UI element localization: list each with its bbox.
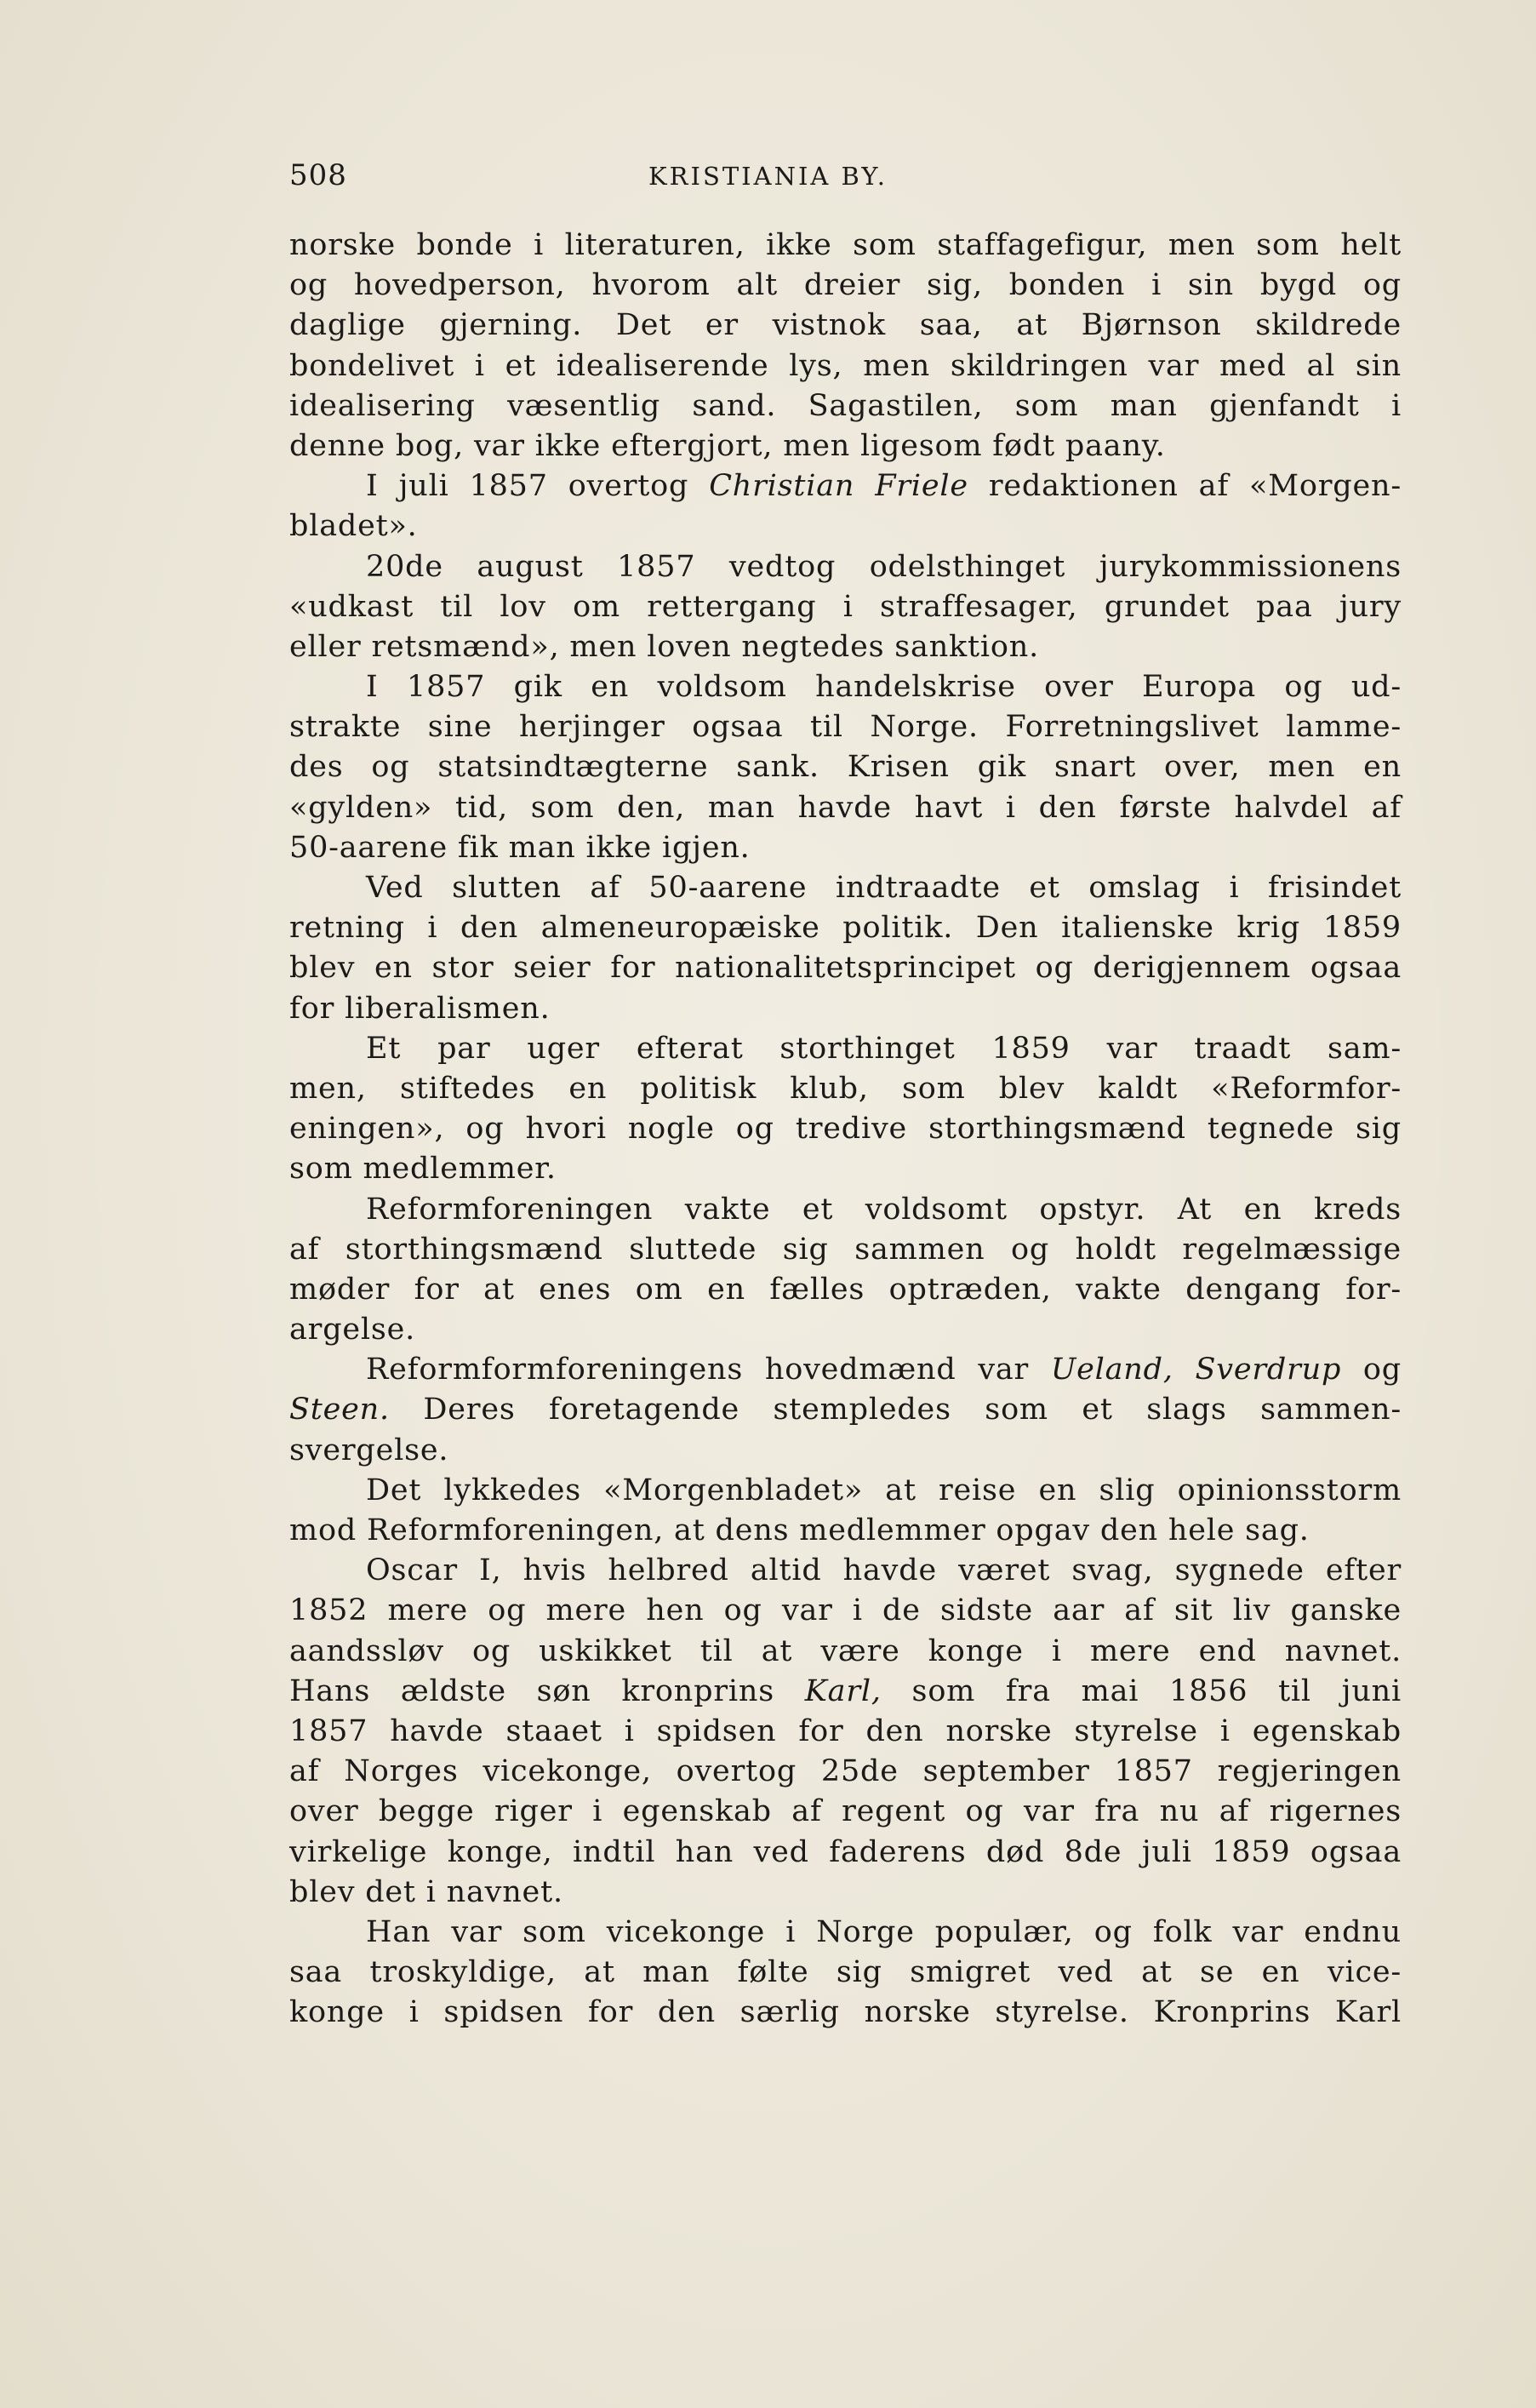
text-line: «gylden» tid, som den, man havde havt i den første halvdel af bbox=[289, 790, 1402, 825]
text-line: norske bonde i literaturen, ikke som staffagefigur, men som helt bbox=[289, 228, 1402, 262]
text-line: aandssløv og uskikket til at være konge i mere end navnet. bbox=[289, 1633, 1402, 1668]
text-line: daglige gjerning. Det er vistnok saa, at Bjørnson skildrede bbox=[289, 308, 1402, 343]
text-line: svergelse. bbox=[289, 1433, 449, 1467]
page-number: 508 bbox=[289, 158, 347, 192]
text-line: 1852 mere og mere hen og var i de sidste aar af sit liv ganske bbox=[289, 1593, 1402, 1628]
text-line: Et par uger efterat storthinget 1859 var traadt sam- bbox=[366, 1031, 1402, 1066]
text-run: Deres foretagende stempledes som et slags sammen- bbox=[389, 1393, 1402, 1427]
text-line: virkelige konge, indtil han ved faderens død 8de juli 1859 ogsaa bbox=[289, 1834, 1402, 1869]
person-name: Christian Friele bbox=[709, 469, 968, 504]
text-line: møder for at enes om en fælles optræden, vakte dengang for- bbox=[289, 1272, 1402, 1307]
text-run: I juli 1857 overtog bbox=[366, 469, 710, 504]
text-line: «udkast til lov om rettergang i straffesager, grundet paa jury bbox=[289, 589, 1402, 624]
text-run: Hans ældste søn kronprins bbox=[289, 1673, 805, 1708]
text-line bbox=[289, 1672, 1402, 1712]
text-line: over begge riger i egenskab af regent og var fra nu af rigernes bbox=[289, 1794, 1402, 1829]
text-line: for liberalismen. bbox=[289, 991, 551, 1026]
text-line: men, stiftedes en politisk klub, som blev kaldt «Reformfor- bbox=[289, 1071, 1402, 1106]
text-line: Oscar I, hvis helbred altid havde været svag, sygnede efter bbox=[366, 1553, 1402, 1588]
text-line: argelse. bbox=[289, 1313, 416, 1347]
text-line bbox=[289, 466, 1402, 506]
text-line: og hovedperson, hvorom alt dreier sig, bonden i sin bygd og bbox=[289, 268, 1402, 303]
text-line: strakte sine herjinger ogsaa til Norge. Forretningslivet lamme- bbox=[289, 710, 1402, 745]
text-run: og bbox=[1341, 1353, 1402, 1387]
text-line: af storthingsmænd sluttede sig sammen og holdt regelmæssige bbox=[289, 1232, 1402, 1267]
text-line: blev en stor seier for nationalitetsprincipet og derigjennem ogsaa bbox=[289, 951, 1402, 986]
running-title: KRISTIANIA BY. bbox=[648, 162, 888, 191]
text-line: bladet». bbox=[289, 509, 418, 544]
body-text bbox=[289, 226, 1402, 2033]
text-line: Reformforeningen vakte et voldsomt opstyr. At en kreds bbox=[366, 1192, 1402, 1227]
text-line: Det lykkedes «Morgenbladet» at reise en slig opinionsstorm bbox=[366, 1473, 1402, 1507]
text-line: I 1857 gik en voldsom handelskrise over Europa og ud- bbox=[366, 670, 1402, 705]
text-run: Reformformforeningens hovedmænd var bbox=[366, 1353, 1051, 1387]
text-run: som fra mai 1856 til juni bbox=[881, 1673, 1402, 1708]
text-line: konge i spidsen for den særlig norske styrelse. Kronprins Karl bbox=[289, 1995, 1402, 2030]
text-line: saa troskyldige, at man følte sig smigret ved at se en vice- bbox=[289, 1955, 1402, 1990]
text-line: denne bog, var ikke eftergjort, men ligesom født paany. bbox=[289, 428, 1166, 463]
text-line bbox=[289, 1390, 1402, 1430]
text-run: redaktionen af «Morgen- bbox=[968, 469, 1402, 504]
person-name: Steen. bbox=[289, 1393, 390, 1427]
text-line: 1857 havde staaet i spidsen for den norske styrelse i egenskab bbox=[289, 1713, 1402, 1748]
person-name: Ueland, Sverdrup bbox=[1050, 1353, 1342, 1387]
text-line: retning i den almeneuropæiske politik. Den italienske krig 1859 bbox=[289, 911, 1402, 946]
text-line: 50-aarene fik man ikke igjen. bbox=[289, 830, 751, 865]
text-line: idealisering væsentlig sand. Sagastilen, som man gjenfandt i bbox=[289, 388, 1402, 423]
text-line: 20de august 1857 vedtog odelsthinget jurykommissionens bbox=[366, 549, 1402, 584]
text-line: blev det i navnet. bbox=[289, 1874, 563, 1909]
person-name: Karl, bbox=[804, 1673, 882, 1708]
text-line: mod Reformforeningen, at dens medlemmer opgav den hele sag. bbox=[289, 1513, 1310, 1547]
text-line: af Norges vicekonge, overtog 25de september 1857 regjeringen bbox=[289, 1754, 1402, 1789]
text-line: bondelivet i et idealiserende lys, men skildringen var med al sin bbox=[289, 348, 1402, 383]
text-line: eningen», og hvori nogle og tredive storthingsmænd tegnede sig bbox=[289, 1112, 1402, 1147]
text-line: eller retsmænd», men loven negtedes sanktion. bbox=[289, 629, 1040, 664]
text-line bbox=[289, 1350, 1402, 1390]
text-line: Ved slutten af 50-aarene indtraadte et omslag i frisindet bbox=[366, 871, 1402, 905]
text-line: Han var som vicekonge i Norge populær, og folk var endnu bbox=[366, 1914, 1402, 1949]
text-line: som medlemmer. bbox=[289, 1152, 557, 1187]
text-line: des og statsindtægterne sank. Krisen gik snart over, men en bbox=[289, 750, 1402, 785]
